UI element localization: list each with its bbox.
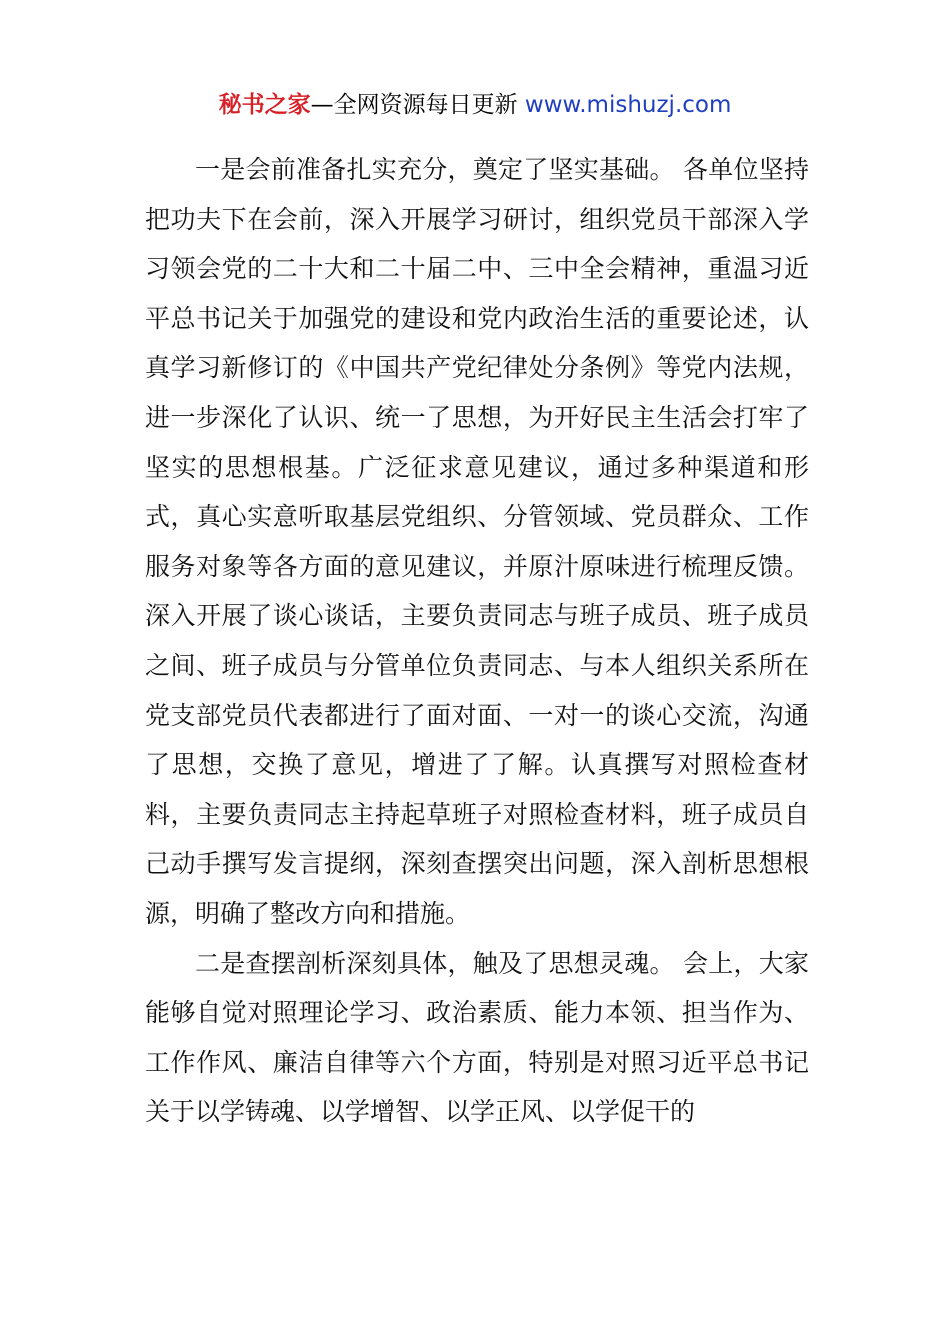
paragraph — [145, 939, 809, 1137]
site-url-link[interactable]: www.mishuzj.com — [524, 92, 732, 118]
paragraph-text: 会上，大家能够自觉对照理论学习、政治素质、能力本领、担当作为、工作作风、廉洁自律等六个方面，特别是对照习近平总书记关于以学铸魂、以学增智、以学正风、以学促干的 — [145, 948, 809, 1127]
brand-name: 秘书之家 — [218, 92, 311, 118]
paragraph-lead: 一是会前准备扎实充分，奠定了坚实基础。 — [195, 155, 675, 184]
paragraph-lead: 二是查摆剖析深刻具体，触及了思想灵魂。 — [195, 948, 675, 978]
document-body — [145, 145, 809, 1137]
paragraph — [145, 145, 809, 939]
header-tagline: —全网资源每日更新 — [310, 92, 525, 118]
paragraph-text: 各单位坚持把功夫下在会前，深入开展学习研讨，组织党员干部深入学习领会党的二十大和二十届二中、三中全会精神，重温习近平总书记关于加强党的建设和党内政治生活的重要论述，认真学习新修订的《中国共产党纪律处分条例》等党内法规，进一步深化了认识、统一了思想，为开好民主生活会打牢了坚实的思想根基。广泛征求意见建议，通过多种渠道和形式，真心实意听取基层党组织、分管领域、党员群众、工作服务对象等各方面的意见建议，并原汁原味进行梳理反馈。深入开展了谈心谈话，主要负责同志与班子成员、班子成员之间、班子成员与分管单位负责同志、与本人组织关系所在党支部党员代表都进行了面对面、一对一的谈心交流，沟通了思想，交换了意见，增进了了解。认真撰写对照检查材料，主要负责同志主持起草班子对照检查材料，班子成员自己动手撰写发言提纲，深刻查摆突出问题，深入剖析思想根源，明确了整改方向和措施。 — [145, 155, 809, 928]
page-header — [0, 88, 950, 122]
